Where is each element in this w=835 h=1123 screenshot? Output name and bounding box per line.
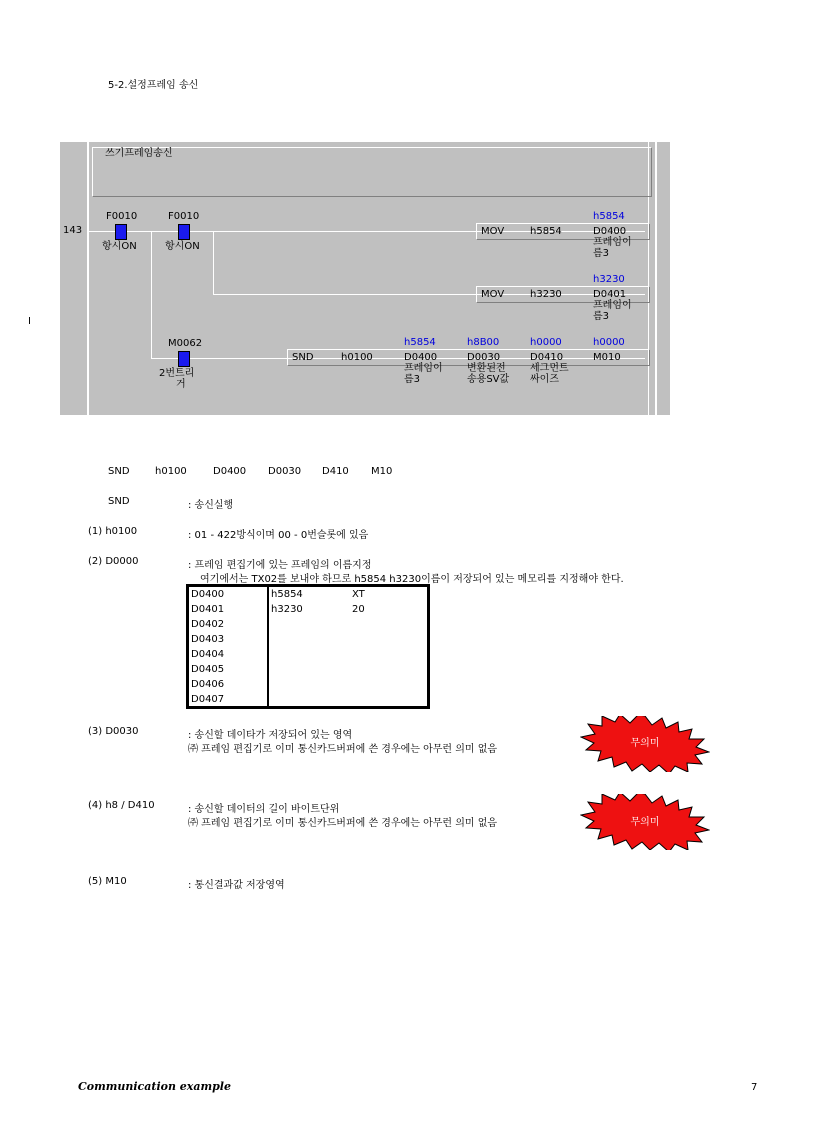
snd-p1-desc1: 프레임이 [404, 363, 443, 374]
row-4-desc2: ㈜ 프레임 편집기로 이미 통신카드버퍼에 쓴 경우에는 아무런 의미 없음 [188, 818, 498, 829]
left-rail [87, 142, 89, 415]
row-2-label: (2) D0000 [88, 556, 139, 567]
mov2-dst: D0401 [593, 289, 627, 300]
snd-ch: h0100 [341, 352, 373, 363]
mov1-dst: D0400 [593, 226, 627, 237]
mem-value-1: h3230 [271, 604, 303, 615]
row-2-desc2: 여기에서는 TX02를 보내야 하므로 h5854 h3230이름이 저장되어 있는 메모리를 지정해야 한다. [200, 574, 624, 585]
row-snd-desc: : 송신실행 [188, 500, 234, 511]
row-1-label: (1) h0100 [88, 526, 138, 537]
mem-addr-2: D0402 [191, 619, 225, 630]
snd-p1-desc2: 름3 [404, 374, 421, 385]
cmd-op: SND [108, 466, 130, 477]
row-4-desc: : 송신할 데이터의 길이 바이트단위 [188, 804, 340, 815]
cmd-ch: h0100 [155, 466, 187, 477]
mov2-src: h3230 [530, 289, 562, 300]
snd-op: SND [292, 352, 314, 363]
badge-1-text: 무의미 [630, 738, 660, 749]
snd-p1: D0400 [404, 352, 438, 363]
right-rail [655, 142, 657, 415]
memory-table [186, 584, 430, 709]
memory-table-divider [267, 587, 269, 706]
row-2-desc: : 프레임 편집기에 있는 프레임의 이름지정 [188, 560, 372, 571]
mem-value-0: h5854 [271, 589, 303, 600]
comment-box [92, 147, 652, 197]
contact-1-addr: F0010 [106, 211, 138, 222]
cmd-p2: D0030 [268, 466, 302, 477]
snd-p2-desc2: 송용SV값 [467, 374, 510, 385]
snd-p4: M010 [593, 352, 621, 363]
row-3-desc2: ㈜ 프레임 편집기로 이미 통신카드버퍼에 쓴 경우에는 아무런 의미 없음 [188, 744, 498, 755]
contact-2-desc: 항시ON [165, 241, 200, 252]
mov1-src: h5854 [530, 226, 562, 237]
mov2-dst-desc1: 프레임이 [593, 300, 632, 311]
cmd-p1: D0400 [213, 466, 247, 477]
snd-p3: D0410 [530, 352, 564, 363]
mov2-dst-desc2: 름3 [593, 311, 610, 322]
contact-2[interactable] [178, 224, 190, 240]
mem-addr-6: D0406 [191, 679, 225, 690]
rung-comment: 쓰기프레임송신 [105, 148, 173, 159]
mov1-op: MOV [481, 226, 505, 237]
row-3-desc: : 송신할 데이타가 저장되어 있는 영역 [188, 730, 353, 741]
mov1-dst-val: h5854 [593, 211, 625, 222]
mov2-op: MOV [481, 289, 505, 300]
mov2-dst-val: h3230 [593, 274, 625, 285]
row-3-label: (3) D0030 [88, 726, 139, 737]
mem-addr-5: D0405 [191, 664, 225, 675]
contact-3[interactable] [178, 351, 190, 367]
step-number: 143 [63, 225, 83, 236]
mem-char-0: XT [352, 589, 365, 600]
section-title: 5-2.설정프레임 송신 [108, 80, 199, 91]
row-snd-label: SND [108, 496, 130, 507]
row-1-desc: : 01 - 422방식이며 00 - 0번슬롯에 있음 [188, 530, 369, 541]
meaningless-badge-2 [580, 794, 710, 850]
side-mark: I [28, 316, 31, 327]
contact-3-desc2: 거 [176, 379, 186, 390]
contact-3-addr: M0062 [168, 338, 203, 349]
mem-addr-4: D0404 [191, 649, 225, 660]
row-5-desc: : 통신결과값 저장영역 [188, 880, 285, 891]
contact-2-addr: F0010 [168, 211, 200, 222]
contact-1[interactable] [115, 224, 127, 240]
snd-p3-desc2: 싸이즈 [530, 374, 559, 385]
mem-char-1: 20 [352, 604, 365, 615]
mem-addr-0: D0400 [191, 589, 225, 600]
meaningless-badge-1 [580, 716, 710, 772]
contact-1-desc: 항시ON [102, 241, 137, 252]
branch2-vertical [213, 231, 214, 294]
mov1-dst-desc2: 름3 [593, 248, 610, 259]
snd-p4-val: h0000 [593, 337, 625, 348]
snd-p2-desc1: 변환된전 [467, 363, 506, 374]
mov1-dst-desc1: 프레임이 [593, 237, 632, 248]
cmd-p4: M10 [371, 466, 393, 477]
branch3-vertical [151, 231, 152, 358]
contact-3-desc1: 2번트리 [159, 368, 195, 379]
cmd-p3: D410 [322, 466, 349, 477]
row-4-label: (4) h8 / D410 [88, 800, 155, 811]
mem-addr-1: D0401 [191, 604, 225, 615]
page-number: 7 [751, 1082, 758, 1093]
mem-addr-7: D0407 [191, 694, 225, 705]
badge-2-text: 무의미 [630, 817, 660, 828]
snd-p3-val: h0000 [530, 337, 562, 348]
ladder-diagram [60, 142, 670, 415]
row-5-label: (5) M10 [88, 876, 127, 887]
snd-p3-desc1: 세그먼트 [530, 363, 569, 374]
snd-p2-val: h8B00 [467, 337, 500, 348]
footer-title: Communication example [78, 1080, 231, 1093]
mem-addr-3: D0403 [191, 634, 225, 645]
snd-p2: D0030 [467, 352, 501, 363]
snd-p1-val: h5854 [404, 337, 436, 348]
